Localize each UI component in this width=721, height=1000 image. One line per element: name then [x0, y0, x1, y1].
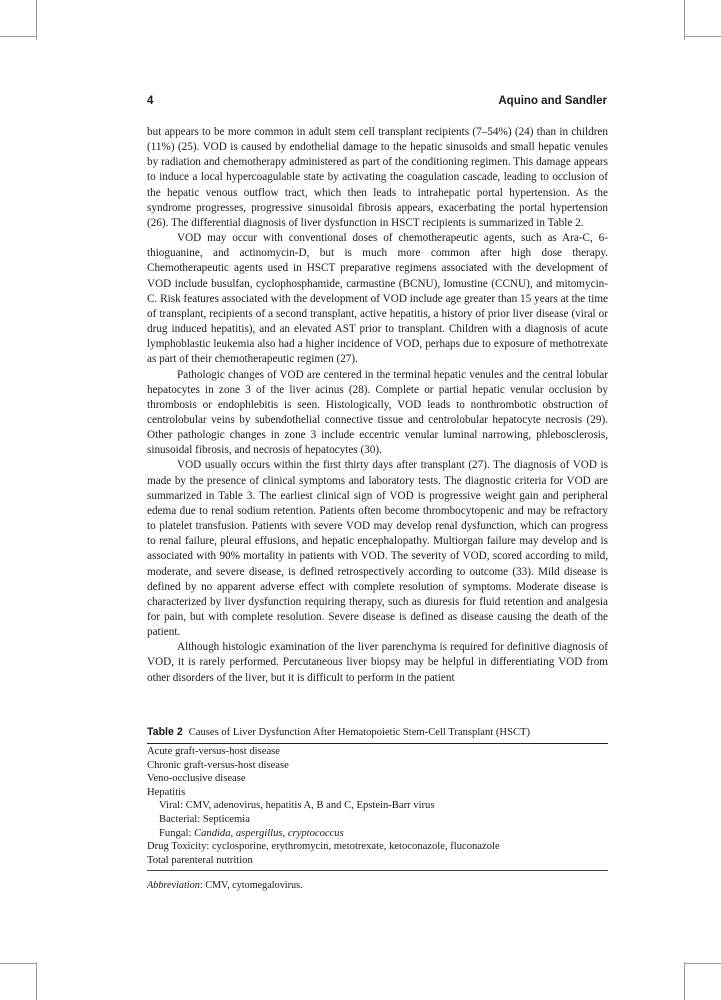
paragraph-continued: but appears to be more common in adult stem cell transplant recipients (7–54%) (24) than in children (11%) (25). VOD is caused by endothelial damage to the hepatic sinusoids and small hepatic venules by radiation and chemotherapy administered as part of the conditioning regimen. This damage appears to induce a local hypercoagulable state by activating the coagulation cascade, leading to occlusion of the hepatic venous outflow tract, which then leads to intrahepatic portal hypertension. As the syndrome progresses, progressive sinusoidal fibrosis appears, exacerbating the portal hypertension (26). The differential diagnosis of liver dysfunction in HSCT recipients is summarized in Table 2.: [147, 126, 608, 229]
fungal-separator: ,: [282, 827, 288, 839]
table-row: Acute graft-versus-host disease: [147, 746, 280, 757]
table-caption-text: Causes of Liver Dysfunction After Hematopoietic Stem-Cell Transplant (HSCT): [188, 727, 531, 738]
paragraph: VOD usually occurs within the first thirty days after transplant (27). The diagnosis of VOD is made by the presence of clinical symptoms and laboratory tests. The diagnostic criteria for VOD are summarized in Table 3. The earliest clinical sign of VOD is progressive weight gain and peripheral edema due to renal sodium retention. Patients often become thrombocytopenic and may be refractory to platelet transfusion. Patients with severe VOD may develop renal dysfunction, which can progress to renal failure, pleural effusions, and hepatic encephalopathy. Multiorgan failure may develop and is associated with 90% mortality in patients with VOD. The severity of VOD, scored according to mild, moderate, and severe disease, is defined retrospectively according to outcome (33). Mild disease is defined by no apparent adverse effect with complete resolution of symptoms. Moderate disease is characterized by liver dysfunction requiring therapy, such as diuresis for fluid retention and analgesia for pain, but with complete resolution. Severe disease is defined as disease causing the death of the patient.: [147, 459, 608, 639]
footnote-text: : CMV, cytomegalovirus.: [199, 880, 303, 892]
table-bottom-rule: [147, 870, 608, 871]
table-row-subitem-fungal: [147, 827, 608, 841]
crop-mark-bottom-right-horizontal: [684, 963, 721, 964]
crop-mark-bottom-left-vertical: [36, 962, 37, 1000]
table-row-subitem: Bacterial: Septicemia: [159, 813, 250, 825]
crop-mark-bottom-right-vertical: [684, 962, 685, 1000]
running-head-authors: Aquino and Sandler: [498, 95, 607, 107]
table-footnote: [147, 879, 608, 892]
paragraph: Although histologic examination of the liver parenchyma is required for definitive diagnosis of VOD, it is rarely performed. Percutaneous liver biopsy may be helpful in differentiating VOD from other disorders of the liver, but it is difficult to perform in the patient: [147, 641, 608, 684]
crop-mark-top-right-vertical: [684, 0, 685, 40]
table-row: Hepatitis: [147, 786, 186, 798]
crop-mark-bottom-left-horizontal: [0, 963, 36, 964]
table-body: [147, 744, 608, 870]
fungal-item-aspergillus: aspergillus: [235, 827, 283, 839]
table-label: Table 2: [147, 726, 183, 738]
crop-mark-top-right-horizontal: [684, 36, 721, 37]
crop-mark-top-left-vertical: [36, 0, 37, 40]
running-head: [147, 95, 607, 111]
paragraph: VOD may occur with conventional doses of chemotherapeutic agents, such as Ara-C, 6-thioguanine, and actinomycin-D, but is much more common after high dose therapy. Chemotherapeutic agents used in HSCT preparative regimens associated with the development of VOD include busulfan, cyclophosphamide, carmustine (BCNU), lomustine (CCNU), and mitomycin-C. Risk features associated with the development of VOD include age greater than 15 years at the time of transplant, recipients of a second transplant, active hepatitis, a history of prior liver disease (viral or drug induced hepatitis), and an elevated AST prior to transplant. Children with a diagnosis of acute lymphoblastic leukemia also had a higher incidence of VOD, perhaps due to exposure of methotrexate as part of their chemotherapeutic regimen (27).: [147, 232, 608, 366]
table-row: Drug Toxicity: cyclosporine, erythromycin, metotrexate, ketoconazole, fluconazole: [147, 841, 500, 853]
crop-mark-top-left-horizontal: [0, 36, 36, 37]
footnote-label: Abbreviation: [147, 880, 200, 892]
paragraph: Pathologic changes of VOD are centered in the terminal hepatic venules and the central lobular hepatocytes in zone 3 of the liver acinus (28). Complete or partial hepatic venular occlusion by thrombosis or endophlebitis is seen. Histologically, VOD leads to nonthrombotic obstruction of centrolobular veins by subendothelial connective tissue and centrolobular hepatocyte necrosis (29). Other pathologic changes in zone 3 include eccentric venular luminal narrowing, phlebosclerosis, sinusoidal fibrosis, and necrosis of hepatocytes (30).: [147, 368, 608, 457]
body-text: [147, 125, 608, 686]
fungal-item-cryptococcus: cryptococcus: [287, 827, 344, 839]
table-row-subitem: Viral: CMV, adenovirus, hepatitis A, B and C, Epstein-Barr virus: [159, 800, 435, 812]
page-number: 4: [147, 95, 154, 107]
table-row: Total parenteral nutrition: [147, 854, 253, 866]
table-row: Chronic graft-versus-host disease: [147, 759, 289, 771]
fungal-separator: ,: [230, 827, 236, 839]
fungal-prefix: Fungal:: [159, 827, 195, 839]
fungal-item-candida: Candida: [194, 827, 231, 839]
table-caption: [147, 725, 608, 740]
table-2: [147, 725, 608, 892]
table-row: Veno-occlusive disease: [147, 773, 246, 785]
